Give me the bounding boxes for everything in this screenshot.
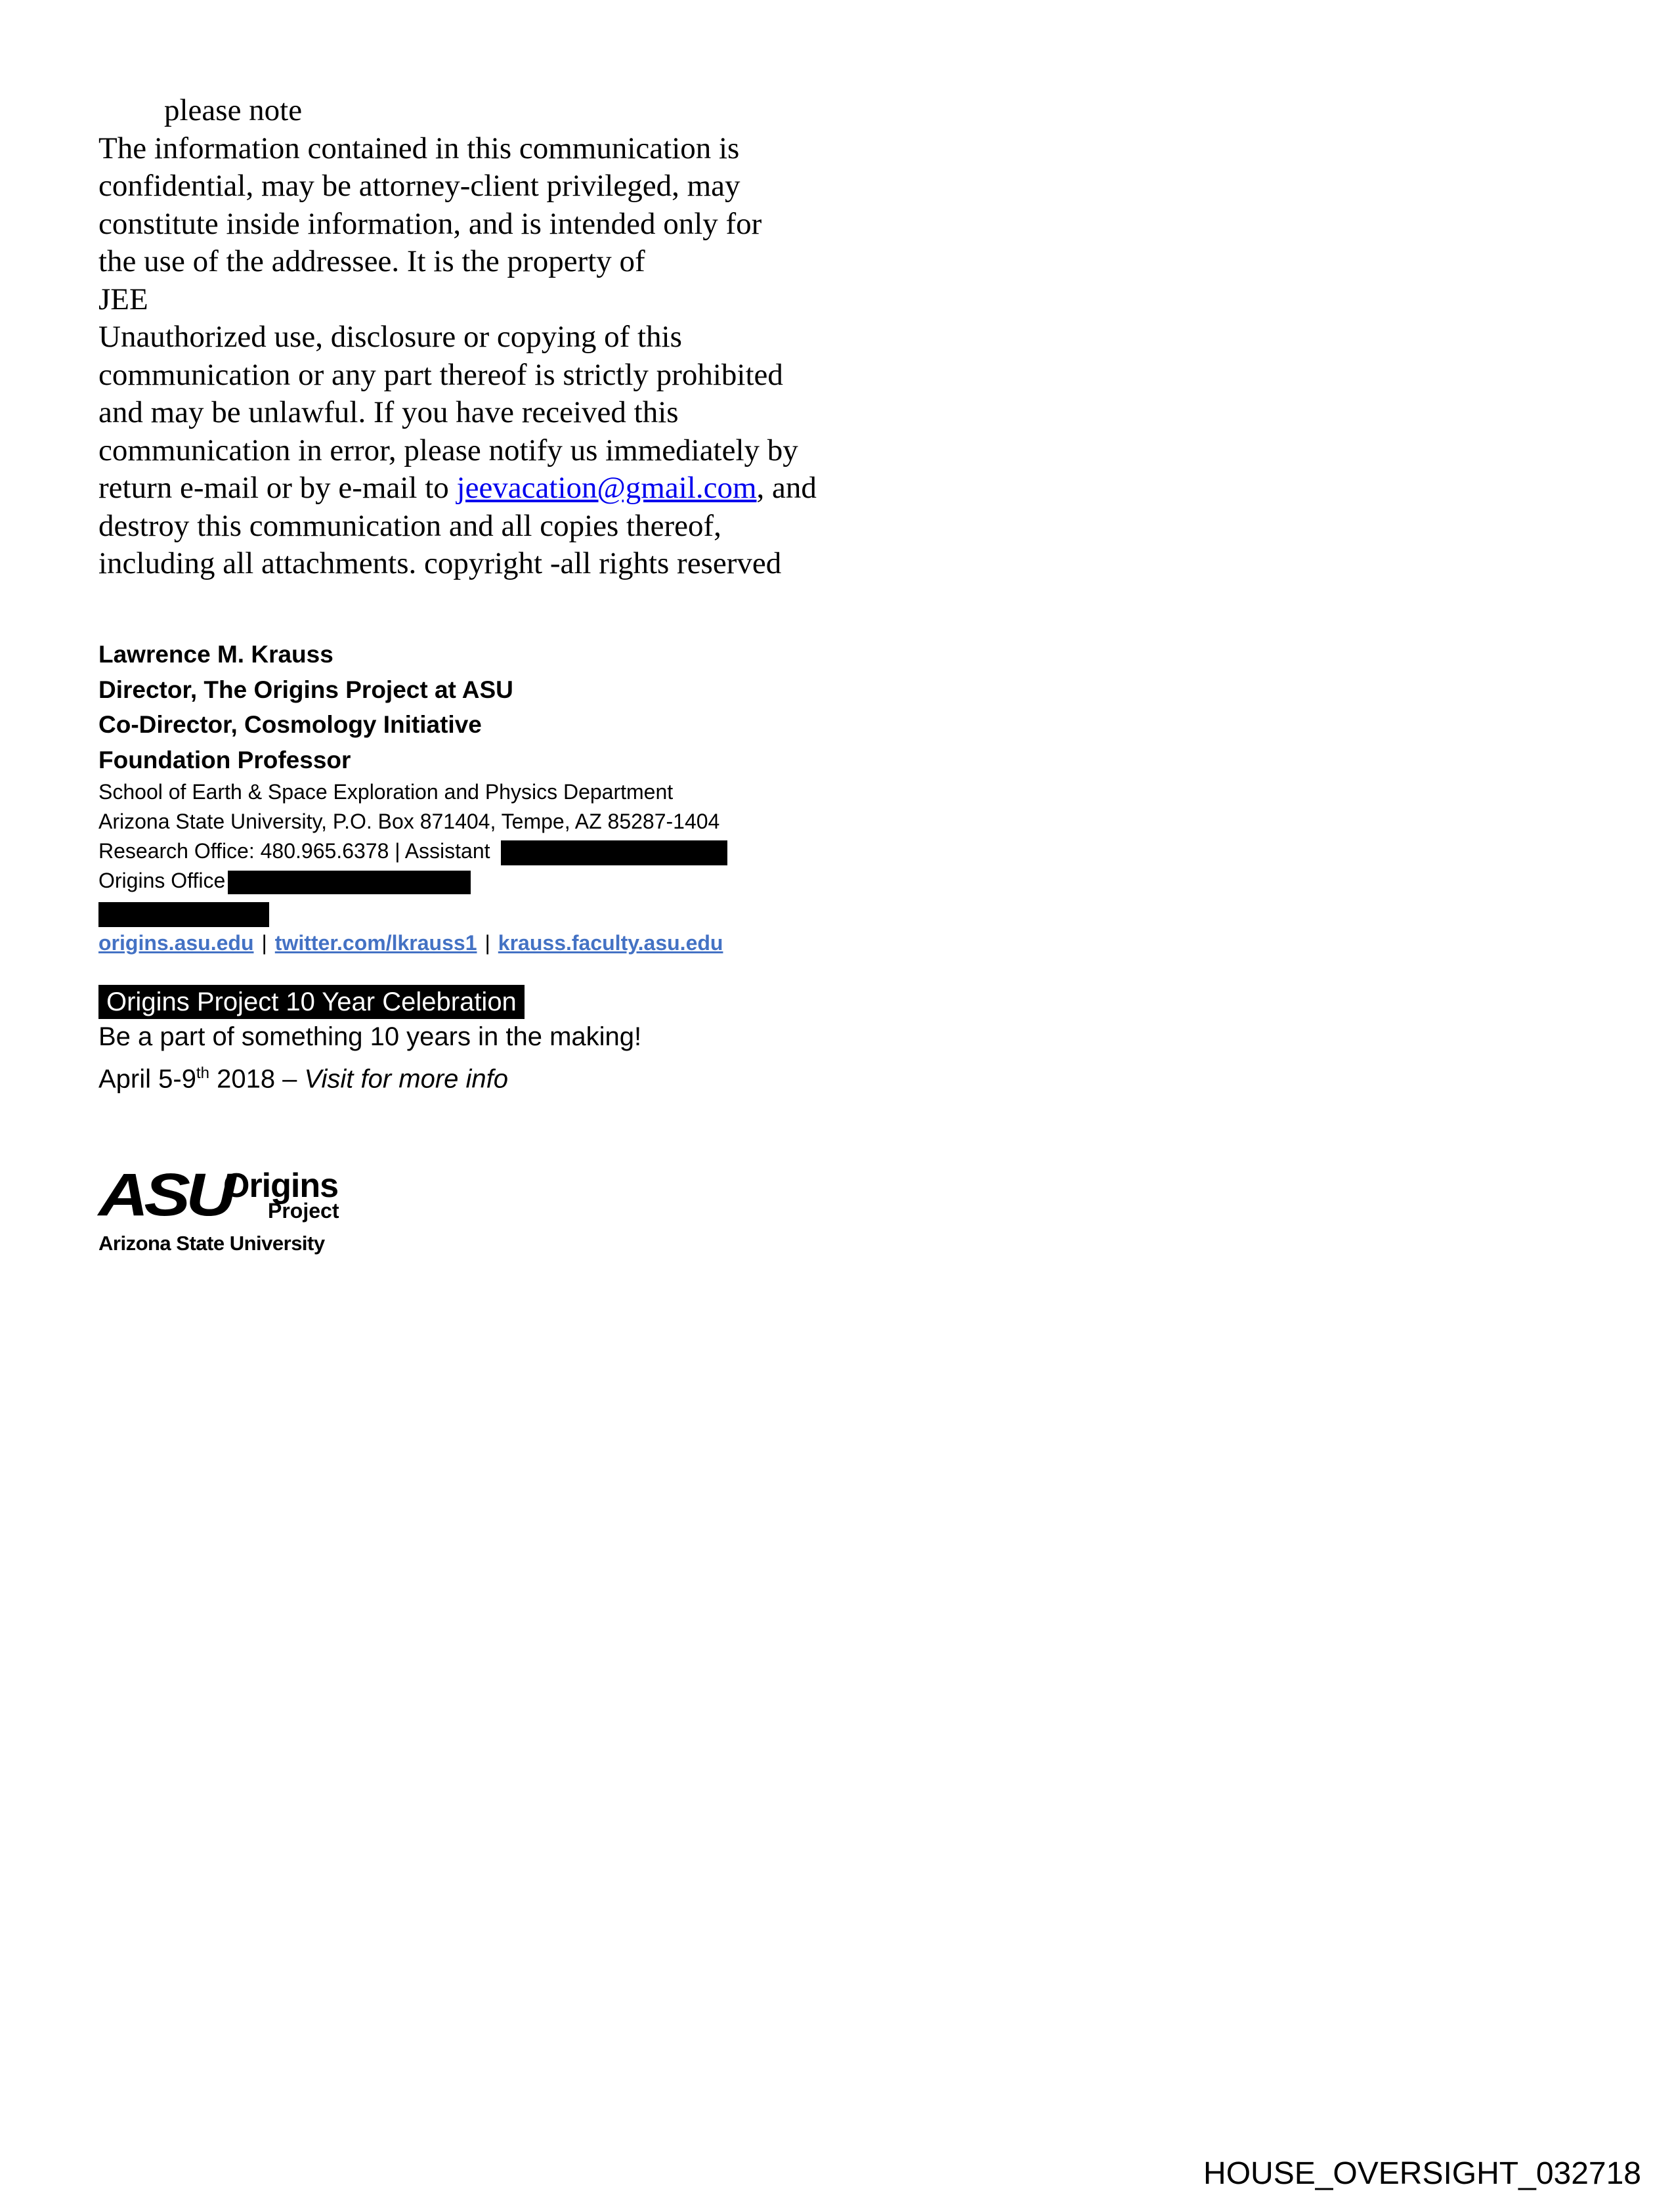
date-ordinal: th [196,1064,209,1082]
link-separator: | [484,931,490,955]
disclaimer-line: communication in error, please notify us immediately by [98,433,798,467]
email-signature [98,637,952,958]
disclaimer-line: the use of the addressee. It is the property of [98,244,645,278]
celebration-date-line [98,1055,641,1097]
signature-name: Lawrence M. Krauss [98,641,333,668]
bates-stamp: HOUSE_OVERSIGHT_032718 [1203,2156,1641,2191]
disclaimer-line: The information contained in this communication is [98,131,740,165]
signature-address: Arizona State University, P.O. Box 871404, Tempe, AZ 85287-1404 [98,810,720,833]
redaction-box [98,902,269,927]
signature-title: Foundation Professor [98,746,351,773]
twitter-link[interactable]: twitter.com/lkrauss1 [274,931,477,955]
email-link[interactable]: jeevacation@gmail.com [456,471,757,505]
disclaimer-line: communication or any part thereof is strictly prohibited [98,357,783,392]
disclaimer-text: , and [756,471,817,505]
date-year: 2018 – [209,1064,305,1094]
visit-more-info-link[interactable]: Visit for more info [304,1064,509,1094]
university-wordmark: Arizona State University [98,1232,325,1255]
signature-title: Director, The Origins Project at ASU [98,676,513,703]
confidentiality-disclaimer [98,92,952,583]
disclaimer-line: JEE [98,282,148,316]
signature-title: Co-Director, Cosmology Initiative [98,711,482,738]
disclaimer-line: and may be unlawful. If you have received this [98,395,679,429]
signature-links [98,928,952,958]
research-office-text: Research Office: 480.965.6378 | Assistant [98,839,496,863]
disclaimer-line: please note [164,93,303,127]
disclaimer-line: including all attachments. copyright -all rights reserved [98,546,782,580]
date-text: April 5-9 [98,1064,196,1094]
origins-website-link[interactable]: origins.asu.edu [98,931,254,955]
celebration-promo [98,985,641,1097]
origins-wordmark: Origins [223,1167,339,1205]
disclaimer-text: return e-mail or by e-mail to [98,471,457,505]
redaction-box [228,871,471,894]
link-separator: | [261,931,267,955]
signature-research-office-line [98,836,952,866]
project-wordmark: Project [268,1199,339,1223]
faculty-page-link[interactable]: krauss.faculty.asu.edu [498,931,723,955]
signature-origins-office-line [98,866,952,896]
disclaimer-line: constitute inside information, and is intended only for [98,206,762,241]
signature-department: School of Earth & Space Exploration and Physics Department [98,780,674,804]
asu-origins-logo [98,1162,361,1261]
disclaimer-email-line [98,469,952,508]
celebration-tagline: Be a part of something 10 years in the making! [98,1022,642,1051]
asu-wordmark: ASU [98,1161,232,1228]
disclaimer-line: destroy this communication and all copies thereof, [98,508,721,543]
disclaimer-line: confidential, may be attorney-client privileged, may [98,169,740,203]
disclaimer-line: Unauthorized use, disclosure or copying of this [98,320,682,354]
redaction-box [501,840,727,865]
celebration-banner: Origins Project 10 Year Celebration [98,985,525,1019]
origins-office-text: Origins Office [98,869,226,892]
